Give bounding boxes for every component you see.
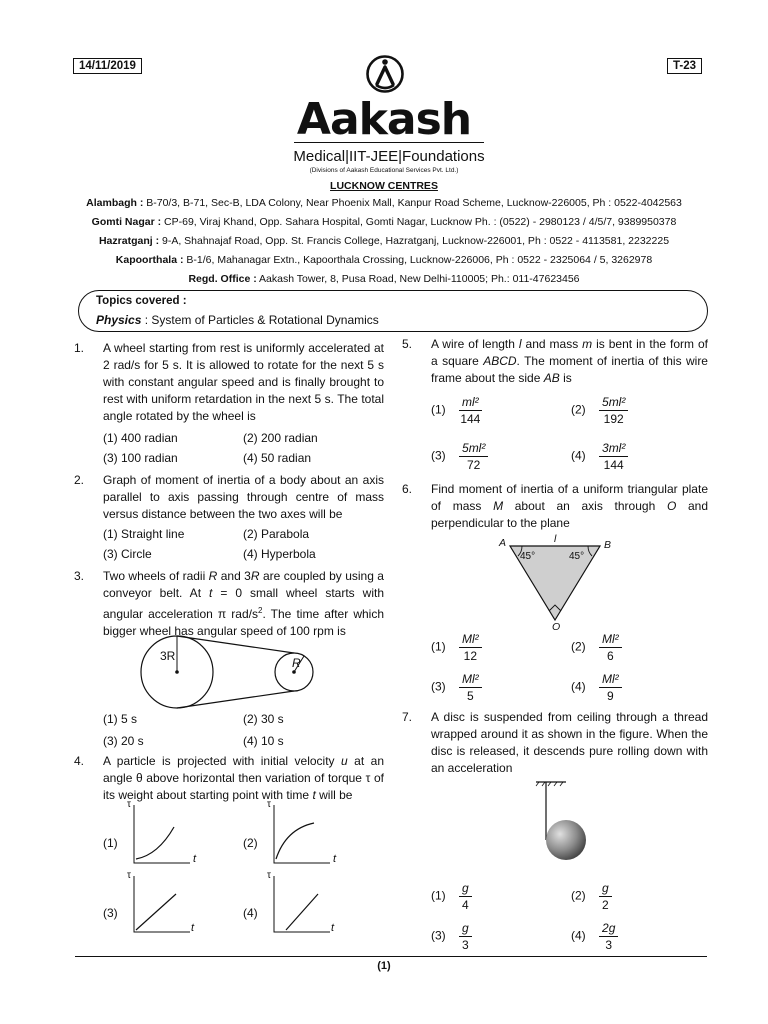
topics-title: Topics covered : [96, 295, 187, 307]
q1-option-3[interactable]: (3) 100 radian [103, 451, 178, 465]
q4-graph-1-y-label: τ [127, 799, 131, 810]
q2-option-1[interactable]: (1) Straight line [103, 527, 185, 541]
footer-rule [75, 956, 707, 957]
brand-divider [294, 142, 484, 143]
q6-option-3[interactable]: (3) $\frac{\text{Ml²}}{5}$ [431, 672, 482, 703]
question-text: Find moment of inertia of a uniform triangular plate of mass M about an axis through O and perpendicular to the plane [431, 482, 708, 530]
topics-box [78, 290, 708, 332]
q5-option-3[interactable]: (3) $\frac{\text{5ml²}}{72}$ [431, 441, 488, 472]
date-box: 14/11/2019 [73, 58, 142, 74]
question-number: 6. [402, 482, 413, 496]
question-text: A disc is suspended from ceiling through a thread wrapped around it as shown in the figure. When the disc is released, it descends pure rolling down with an acceleration [431, 710, 708, 775]
question-number: 5. [402, 337, 413, 351]
q4-graph-1 [128, 805, 198, 867]
q3-option-2[interactable]: (2) 30 s [243, 712, 284, 726]
angle-right-label: 45° [569, 551, 585, 562]
address-line: Alambagh : B-70/3, B-71, Sec-B, LDA Colony, Near Phoenix Mall, Kanpur Road Scheme, Lucknow-226005, Ph : 0522-4042563 [86, 197, 682, 209]
q3-option-1[interactable]: (1) 5 s [103, 712, 138, 726]
question-number: 4. [74, 754, 85, 768]
question-number: 2. [74, 473, 85, 487]
q7-option-1[interactable]: (1) $\frac{g}{4}$ [431, 881, 472, 912]
q2-option-3[interactable]: (3) Circle [103, 547, 152, 561]
q5-option-1[interactable]: (1) $\frac{\text{ml²}}{144}$ [431, 395, 481, 426]
q4-graph-4 [268, 876, 338, 938]
page-number: (1) [377, 960, 391, 972]
q4-option-1[interactable]: (1) [103, 836, 118, 850]
vertex-o-label: O [552, 621, 561, 633]
q4-option-2[interactable]: (2) [243, 836, 258, 850]
q6-option-2[interactable]: (2) $\frac{\text{Ml²}}{6}$ [571, 632, 622, 663]
q4-option-3[interactable]: (3) [103, 906, 118, 920]
q4-graph-2-y-label: τ [267, 799, 271, 810]
question-number: 1. [74, 341, 85, 355]
q4-graph-4-x-label: t [331, 922, 335, 934]
q3-option-4[interactable]: (4) 10 s [243, 734, 284, 748]
small-wheel-label: R [292, 656, 301, 670]
division-note: (Divisions of Aakash Educational Services Pvt. Ltd.) [309, 167, 459, 174]
centres-title: LUCKNOW CENTRES [330, 180, 438, 192]
address-list [0, 194, 768, 289]
big-wheel-label: 3R [160, 649, 176, 663]
q7-option-2[interactable]: (2) $\frac{g}{2}$ [571, 881, 612, 912]
vertex-a-label: A [499, 537, 507, 549]
q4-graph-2-x-label: t [333, 853, 337, 865]
brand-wordmark: Aakash [296, 94, 472, 145]
question-number: 7. [402, 710, 413, 724]
q7-option-3[interactable]: (3) $\frac{g}{3}$ [431, 921, 472, 952]
question-text: Graph of moment of inertia of a body about an axis parallel to axis passing through centre of mass versus distance between the two axes will be [103, 473, 384, 521]
q4-graph-3-y-label: τ [127, 870, 131, 881]
q4-graph-2 [268, 805, 338, 867]
question-text: Two wheels of radii R and 3R are coupled by using a conveyor belt. At t = 0 small wheel starts with angular acceleration π rad/$s^2$. The time after which bigger wheel has angular speed of 100 rpm is [103, 569, 384, 638]
question-text: A wheel starting from rest is uniformly accelerated at 2 rad/s for 5 s. It is allowed to rotate for the next 5 s with constant angular speed and is finally brought to rest with uniform retardation in the next 5 s. The total angle rotated by the wheel is [103, 341, 384, 423]
q4-option-4[interactable]: (4) [243, 906, 258, 920]
side-l-label: l [554, 533, 557, 545]
address-line: Gomti Nagar : CP-69, Viraj Khand, Opp. Sahara Hospital, Gomti Nagar, Lucknow Ph. : (0522) - 2980123 / 4/5/7, 9389950378 [91, 216, 677, 228]
angle-left-label: 45° [520, 551, 536, 562]
q1-option-2[interactable]: (2) 200 radian [243, 431, 318, 445]
q7-option-4[interactable]: (4) $\frac{2g}{3}$ [571, 921, 618, 952]
q1-option-4[interactable]: (4) 50 radian [243, 451, 312, 465]
q5-option-2[interactable]: (2) $\frac{\text{5ml²}}{192}$ [571, 395, 628, 426]
q3-option-3[interactable]: (3) 20 s [103, 734, 144, 748]
vertex-b-label: B [604, 539, 612, 551]
address-line: Hazratganj : 9-A, Shahnajaf Road, Opp. St. Francis College, Hazratganj, Lucknow-226001, Ph : 0522 - 4113581, 2232225 [98, 235, 670, 247]
q2-option-2[interactable]: (2) Parabola [243, 527, 310, 541]
q4-graph-3-x-label: t [191, 922, 195, 934]
topics-subject: Physics : System of Particles & Rotational Dynamics [96, 313, 379, 327]
conveyor-belt-diagram [140, 635, 320, 710]
question-text: A particle is projected with initial velocity u at an angle θ above horizontal then variation of torque τ of its weight about starting point with time t will be [103, 754, 385, 802]
address-line: Kapoorthala : B-1/6, Mahanagar Extn., Kapoorthala Crossing, Lucknow-226006, Ph : 0522 - 2325064 / 5, 3262978 [115, 254, 653, 266]
q1-option-1[interactable]: (1) 400 radian [103, 431, 178, 445]
q4-graph-4-y-label: τ [267, 870, 271, 881]
test-code-box: T-23 [667, 58, 702, 74]
suspended-disc-diagram [530, 780, 600, 865]
question-text: A wire of length l and mass m is bent in the form of a square ABCD. The moment of inertia of this wire frame about the side AB is [431, 337, 708, 385]
q4-graph-3 [128, 876, 198, 938]
aakash-logo-icon [366, 52, 404, 96]
q6-option-4[interactable]: (4) $\frac{\text{Ml²}}{9}$ [571, 672, 622, 703]
question-number: 3. [74, 569, 85, 583]
q6-option-1[interactable]: (1) $\frac{\text{Ml²}}{12}$ [431, 632, 482, 663]
address-line: Regd. Office : Aakash Tower, 8, Pusa Road, New Delhi-110005; Ph.: 011-47623456 [188, 273, 580, 285]
q5-option-4[interactable]: (4) $\frac{\text{3ml²}}{144}$ [571, 441, 628, 472]
brand-tagline: Medical|IIT-JEE|Foundations [293, 148, 485, 165]
q4-graph-1-x-label: t [193, 853, 197, 865]
q2-option-4[interactable]: (4) Hyperbola [243, 547, 316, 561]
